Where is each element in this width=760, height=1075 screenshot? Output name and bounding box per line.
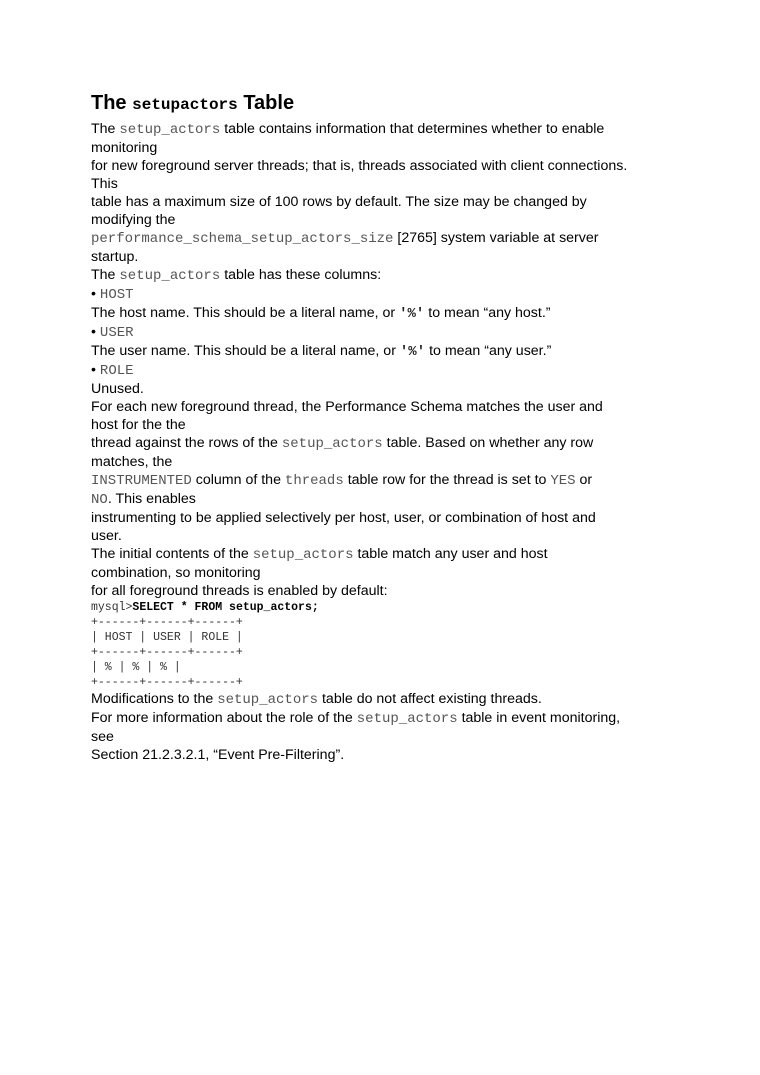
sql-table-row: | % | % | % | xyxy=(91,661,181,674)
inline-code: setup_actors xyxy=(119,268,221,284)
inline-code: '%' xyxy=(399,344,426,360)
column-desc-text: to mean “any user.” xyxy=(429,343,552,359)
matching-line-7: instrumenting to be applied selectively per host, user, or combination of host and xyxy=(91,510,596,526)
more-info-line-2: see xyxy=(91,729,114,745)
more-info-text: For more information about the role of the xyxy=(91,710,353,726)
column-desc-text: The user name. This should be a literal name, or xyxy=(91,343,396,359)
column-role-item xyxy=(91,361,676,380)
section-title xyxy=(91,90,676,118)
intro-line-2: monitoring xyxy=(91,140,158,156)
column-host-description xyxy=(91,304,676,323)
modifications-text: table do not affect existing threads. xyxy=(321,691,542,707)
column-host-item xyxy=(91,285,676,304)
more-info-line-1 xyxy=(91,709,676,728)
intro-line-5: table has a maximum size of 100 rows by default. The size may be changed by xyxy=(91,194,587,210)
initial-paragraph xyxy=(91,545,676,600)
modifications-text: Modifications to the xyxy=(91,691,214,707)
inline-code: setup_actors xyxy=(119,122,221,138)
inline-code: setup_actors xyxy=(356,711,458,727)
sql-table-border: +------+------+------+ xyxy=(91,616,243,629)
columns-intro-text: The xyxy=(91,267,116,283)
matching-text: . This enables xyxy=(107,491,196,507)
column-name: ROLE xyxy=(99,363,134,379)
inline-code: NO xyxy=(91,492,108,508)
matching-text: column of the xyxy=(195,472,281,488)
matching-line-6 xyxy=(91,490,676,509)
columns-intro-text: table has these columns: xyxy=(224,267,382,283)
sql-table-header: | HOST | USER | ROLE | xyxy=(91,631,243,644)
document-page xyxy=(91,90,676,764)
matching-line-3 xyxy=(91,434,676,453)
inline-code: threads xyxy=(284,473,344,489)
columns-intro xyxy=(91,266,676,285)
inline-code: performance_schema_setup_actors_size xyxy=(91,231,394,247)
column-desc-text: The host name. This should be a literal name, or xyxy=(91,305,396,321)
sql-command: SELECT * FROM setup_actors; xyxy=(132,601,319,614)
matching-line-5 xyxy=(91,471,676,490)
bullet: • xyxy=(91,286,96,302)
inline-code: setup_actors xyxy=(281,436,383,452)
matching-line-8: user. xyxy=(91,528,122,544)
title-code: setupactors xyxy=(132,96,238,114)
modifications-paragraph xyxy=(91,690,676,709)
sql-example xyxy=(91,600,676,690)
initial-text: The initial contents of the xyxy=(91,546,249,562)
bullet: • xyxy=(91,324,96,340)
matching-text: table row for the thread is set to xyxy=(347,472,547,488)
intro-text: [2765] system variable at server xyxy=(397,230,599,246)
intro-line-3: for new foreground server threads; that is, threads associated with client connections. xyxy=(91,158,628,174)
intro-line-6: modifying the xyxy=(91,212,176,228)
intro-text: The xyxy=(91,121,116,137)
sql-prompt: mysql> xyxy=(91,601,133,614)
title-prefix: The xyxy=(91,92,127,114)
matching-line-2: host for the the xyxy=(91,417,186,433)
initial-line-3: for all foreground threads is enabled by default: xyxy=(91,583,388,599)
sql-table-border: +------+------+------+ xyxy=(91,646,243,659)
column-name: USER xyxy=(99,325,134,341)
initial-line-2: combination, so monitoring xyxy=(91,565,261,581)
intro-line-8: startup. xyxy=(91,249,139,265)
matching-paragraph xyxy=(91,398,676,545)
column-desc-text: to mean “any host.” xyxy=(428,305,551,321)
inline-code: setup_actors xyxy=(217,692,319,708)
sql-command-line xyxy=(91,600,676,615)
section-reference-link[interactable]: Section 21.2.3.2.1, “Event Pre-Filtering”. xyxy=(91,747,345,763)
inline-code: '%' xyxy=(399,306,425,322)
more-info-paragraph xyxy=(91,709,676,764)
intro-text: table contains information that determines whether to enable xyxy=(224,121,605,137)
column-role-description: Unused. xyxy=(91,381,144,397)
inline-code: setup_actors xyxy=(252,547,354,563)
bullet: • xyxy=(91,362,96,378)
inline-code: YES xyxy=(550,473,576,489)
title-suffix: Table xyxy=(243,92,295,114)
intro-paragraph xyxy=(91,120,676,266)
initial-line-1 xyxy=(91,545,676,564)
intro-line-1 xyxy=(91,120,676,139)
matching-text: table. Based on whether any row xyxy=(386,435,594,451)
matching-line-1: For each new foreground thread, the Performance Schema matches the user and xyxy=(91,399,603,415)
column-user-description xyxy=(91,342,676,361)
intro-line-7 xyxy=(91,229,676,248)
modifications-line xyxy=(91,690,676,709)
column-name: HOST xyxy=(99,287,134,303)
inline-code: INSTRUMENTED xyxy=(91,473,192,489)
sql-table-border: +------+------+------+ xyxy=(91,676,243,689)
matching-line-4: matches, the xyxy=(91,454,173,470)
initial-text: table match any user and host xyxy=(357,546,548,562)
matching-text: or xyxy=(579,472,593,488)
column-user-item xyxy=(91,323,676,342)
intro-line-4: This xyxy=(91,176,118,192)
matching-text: thread against the rows of the xyxy=(91,435,278,451)
columns-section xyxy=(91,266,676,398)
more-info-text: table in event monitoring, xyxy=(461,710,621,726)
